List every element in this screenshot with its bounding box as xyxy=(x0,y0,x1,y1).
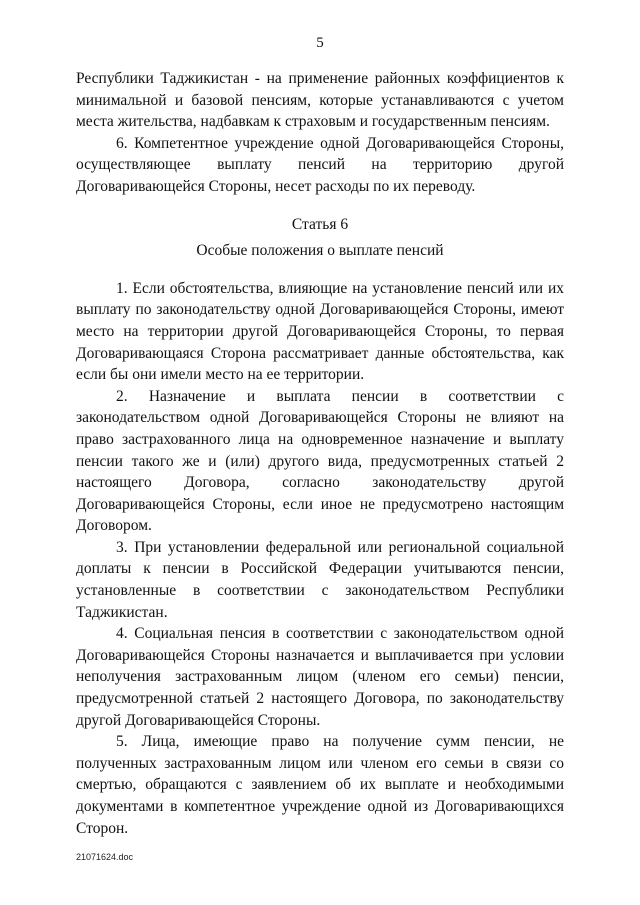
paragraph-item-3: 3. При установлении федеральной или региональной социальной доплаты к пенсии в Российской Федерации учитываются пенсии, установленные в соответствии с законодательством Республики Таджикистан. xyxy=(76,538,564,621)
paragraph-item-1: 1. Если обстоятельства, влияющие на установление пенсий или их выплату по законодательству одной Договаривающейся Стороны, имеют место на территории другой Договаривающейся Стороны, то первая Договаривающаяся Сторона рассматривает данные обстоятельства, как если бы они имели место на ее территории. xyxy=(76,279,564,384)
article-heading xyxy=(76,214,564,262)
paragraph-item-4: 4. Социальная пенсия в соответствии с законодательством одной Договаривающейся Стороны назначается и выплачивается при условии неполучения застрахованным лицом (членом его семьи) пенсии, предусмотренной статьей 2 настоящего Договора, по законодательству другой Договаривающейся Стороны. xyxy=(76,625,564,729)
file-reference: 21071624.doc xyxy=(76,852,134,862)
paragraph-item-6: 6. Компетентное учреждение одной Договаривающейся Стороны, осуществляющее выплату пенсий на территорию другой Договаривающейся Стороны, несет расходы по их переводу. xyxy=(76,134,564,195)
document-body xyxy=(76,68,564,839)
paragraph-item-2: 2. Назначение и выплата пенсии в соответствии с законодательством одной Договаривающейся Стороны не влияют на право застрахованного лица на одновременное назначение и выплату пенсии такого же и (или) другого вида, предусмотренных статьей 2 настоящего Договора, согласно законодательству другой Договаривающейся Стороны, если иное не предусмотрено настоящим Договором. xyxy=(76,387,564,535)
article-number: Статья 6 xyxy=(291,215,349,233)
page-number: 5 xyxy=(316,35,324,51)
article-title: Особые положения о выплате пенсий xyxy=(196,242,444,260)
paragraph-continuation: Республики Таджикистан - на применение районных коэффициентов к минимальной и базовой пенсиям, которые устанавливаются с учетом места жительства, надбавкам к страховым и государственным пенсиям. xyxy=(76,70,564,131)
paragraph-item-5: 5. Лица, имеющие право на получение сумм пенсии, не полученных застрахованным лицом или членом его семьи в связи со смертью, обращаются с заявлением об их выплате и необходимыми документами в компетентное учреждение одной из Договаривающихся Сторон. xyxy=(76,733,564,837)
